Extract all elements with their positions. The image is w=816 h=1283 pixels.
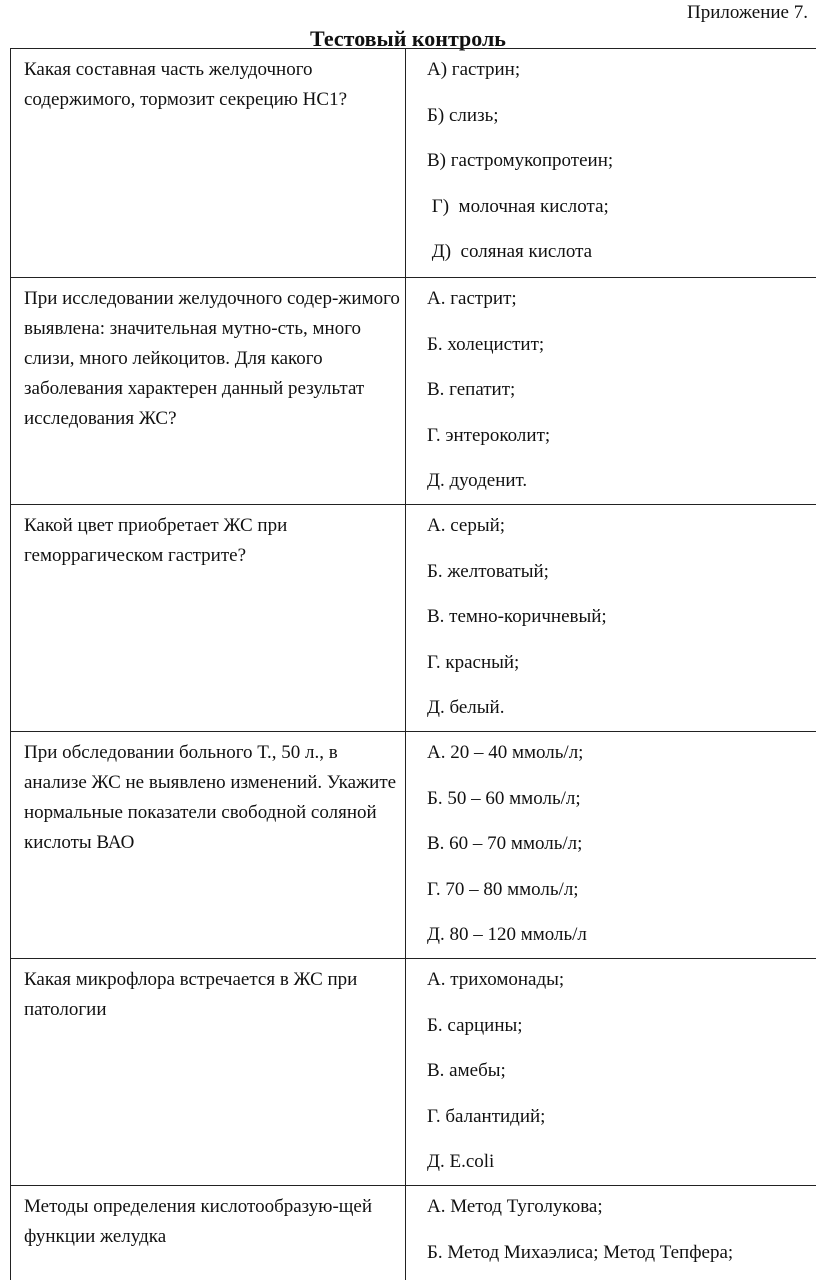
- question-text: Какая микрофлора встречается в ЖС при патологии: [24, 965, 402, 1025]
- answer-option: Б. сарцины;: [427, 1011, 564, 1057]
- answer-list: [427, 284, 550, 512]
- table-row: [11, 505, 816, 732]
- answer-option: Б. 50 – 60 ммоль/л;: [427, 784, 587, 830]
- answer-option: А. серый;: [427, 511, 607, 557]
- answer-option: В. темно-коричневый;: [427, 602, 607, 648]
- answer-list: [427, 965, 564, 1193]
- question-text: Какой цвет приобретает ЖС при геморрагическом гастрите?: [24, 511, 402, 571]
- answer-list: [427, 1192, 733, 1283]
- question-text: Методы определения кислотообразую-щей функции желудка: [24, 1192, 402, 1252]
- answer-list: [427, 55, 613, 283]
- answer-option: Б. Метод Михаэлиса; Метод Тепфера;: [427, 1238, 733, 1283]
- answer-option: А) гастрин;: [427, 55, 613, 101]
- table-row: [11, 732, 816, 959]
- answer-option: Д. белый.: [427, 693, 607, 739]
- answer-option: В. 60 – 70 ммоль/л;: [427, 829, 587, 875]
- table-row: [11, 1186, 816, 1280]
- table-row: [11, 49, 816, 278]
- question-text: Какая составная часть желудочного содержимого, тормозит секрецию НС1?: [24, 55, 402, 115]
- table-row: [11, 959, 816, 1186]
- answer-option: Д. E.coli: [427, 1147, 564, 1193]
- answer-list: [427, 511, 607, 739]
- column-divider: [405, 49, 406, 277]
- answer-option: А. гастрит;: [427, 284, 550, 330]
- column-divider: [405, 732, 406, 958]
- answer-option: Б) слизь;: [427, 101, 613, 147]
- table-row: [11, 278, 816, 505]
- answer-option: Д) соляная кислота: [427, 237, 613, 283]
- answer-option: А. Метод Туголукова;: [427, 1192, 733, 1238]
- answer-option: Г. красный;: [427, 648, 607, 694]
- column-divider: [405, 1186, 406, 1280]
- answer-option: В. гепатит;: [427, 375, 550, 421]
- column-divider: [405, 278, 406, 504]
- column-divider: [405, 959, 406, 1185]
- answer-option: А. 20 – 40 ммоль/л;: [427, 738, 587, 784]
- answer-option: Б. холецистит;: [427, 330, 550, 376]
- column-divider: [405, 505, 406, 731]
- question-text: При обследовании больного Т., 50 л., в анализе ЖС не выявлено изменений. Укажите нормальные показатели свободной соляной кислоты ВАО: [24, 738, 402, 858]
- answer-option: Д. 80 – 120 ммоль/л: [427, 920, 587, 966]
- answer-option: А. трихомонады;: [427, 965, 564, 1011]
- answer-option: Г. энтероколит;: [427, 421, 550, 467]
- answer-option: Г) молочная кислота;: [427, 192, 613, 238]
- answer-list: [427, 738, 587, 966]
- appendix-label: Приложение 7.: [687, 2, 808, 24]
- answer-option: Г. балантидий;: [427, 1102, 564, 1148]
- test-table: [10, 48, 816, 1280]
- page-title: Тестовый контроль: [0, 26, 816, 52]
- answer-option: Г. 70 – 80 ммоль/л;: [427, 875, 587, 921]
- answer-option: В) гастромукопротеин;: [427, 146, 613, 192]
- answer-option: Д. дуоденит.: [427, 466, 550, 512]
- answer-option: Б. желтоватый;: [427, 557, 607, 603]
- answer-option: В. амебы;: [427, 1056, 564, 1102]
- question-text: При исследовании желудочного содер-жимого выявлена: значительная мутно-сть, много слизи, много лейкоцитов. Для какого заболевания характерен данный результат исследования ЖС?: [24, 284, 402, 434]
